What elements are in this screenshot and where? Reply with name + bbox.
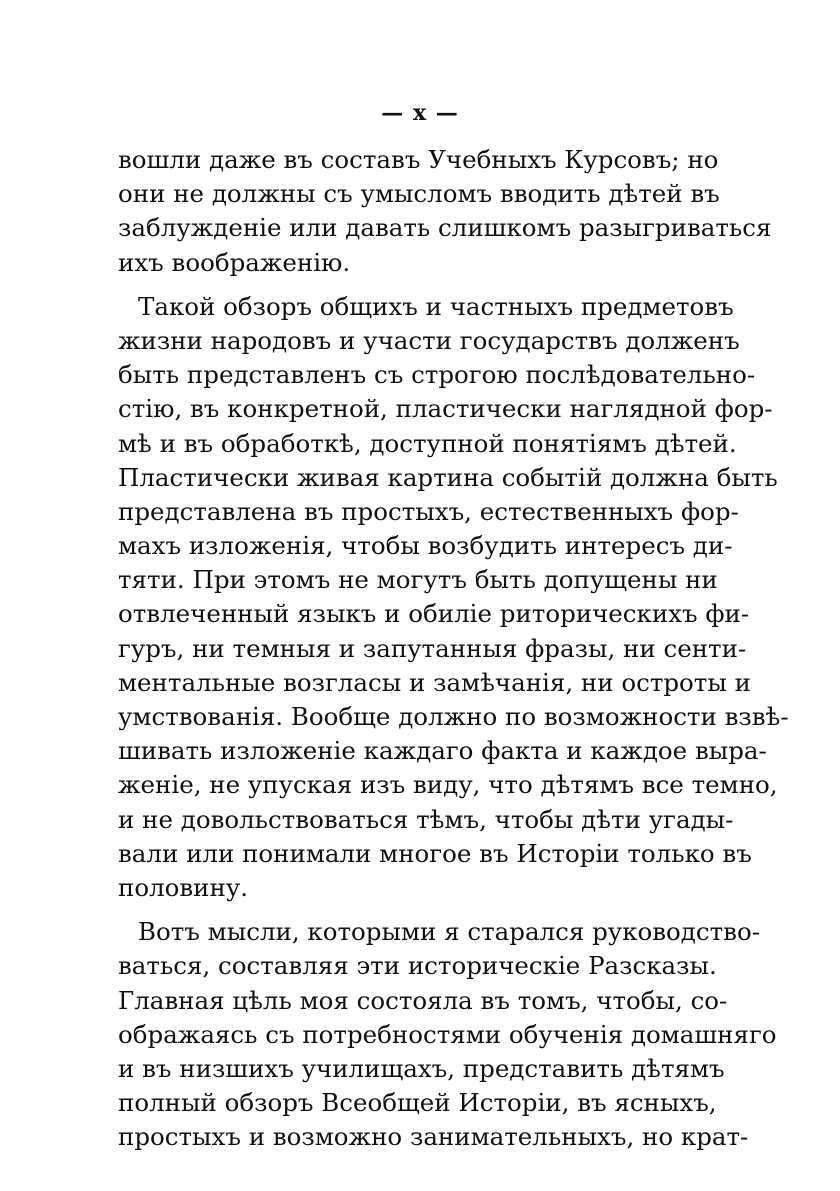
text-line: умствованія. Вообще должно по возможности взвѣ- [118,702,789,731]
page-number: — x — [381,100,459,126]
body-text [118,143,789,1164]
paragraph-2 [118,290,789,905]
text-line: отвлеченный языкъ и обиліе риторическихъ фи- [118,599,750,629]
text-line: Главная цѣль моя состояла въ томъ, чтобы, со- [118,985,728,1015]
text-line: полный обзоръ Всеобщей Исторіи, въ ясныхъ, [118,1088,717,1118]
paragraph-1 [118,143,772,280]
text-line: заблужденіе или давать слишкомъ разыгриваться [118,213,772,243]
text-line: они не должны съ умысломъ вводить дѣтей въ [118,179,720,209]
text-line: ихъ воображенію. [118,247,351,277]
text-line: ваться, составляя эти историческіе Разсказы. [118,951,717,981]
text-line: и не довольствоваться тѣмъ, чтобы дѣти угады- [118,804,734,834]
text-line: Пластически живая картина событій должна быть [118,462,778,492]
text-line: ображаясь съ потребностями обученія домашняго [118,1019,777,1049]
text-line: вали или понимали многое въ Исторіи только въ [118,838,752,868]
text-line: гуръ, ни темныя и запутанныя фразы, ни сенти- [118,633,747,663]
text-line: и въ низшихъ училищахъ, представить дѣтямъ [118,1053,725,1083]
text-line: простыхъ и возможно занимательныхъ, но крат- [118,1122,749,1152]
text-line: ментальные возгласы и замѣчанія, ни остроты и [118,667,751,697]
text-line: махъ изложенія, чтобы возбудить интересъ ди- [118,531,733,561]
text-line: Такой обзоръ общихъ и частныхъ предметовъ [138,291,734,321]
text-line: представлена въ простыхъ, естественныхъ фор- [118,496,739,526]
text-line: жизни народовъ и участи государствъ долженъ [118,325,740,355]
text-line: стію, въ конкретной, пластически наглядной фор- [118,394,773,424]
text-line: тяти. При этомъ не могутъ быть допущены ни [118,565,718,595]
paragraph-3 [118,915,777,1154]
text-line: женіе, не упуская изъ виду, что дѣтямъ все темно, [118,770,778,800]
text-line: половину. [118,872,249,902]
text-line: мѣ и въ обработкѣ, доступной понятіямъ дѣтей. [118,428,737,458]
text-line: Вотъ мысли, которыми я старался руководство- [138,917,760,947]
text-line: быть представленъ съ строгою послѣдовательно- [118,360,756,390]
text-line: шивать изложеніе каждаго факта и каждое выра- [118,736,767,766]
text-line: вошли даже въ составъ Учебныхъ Курсовъ; но [118,145,719,174]
